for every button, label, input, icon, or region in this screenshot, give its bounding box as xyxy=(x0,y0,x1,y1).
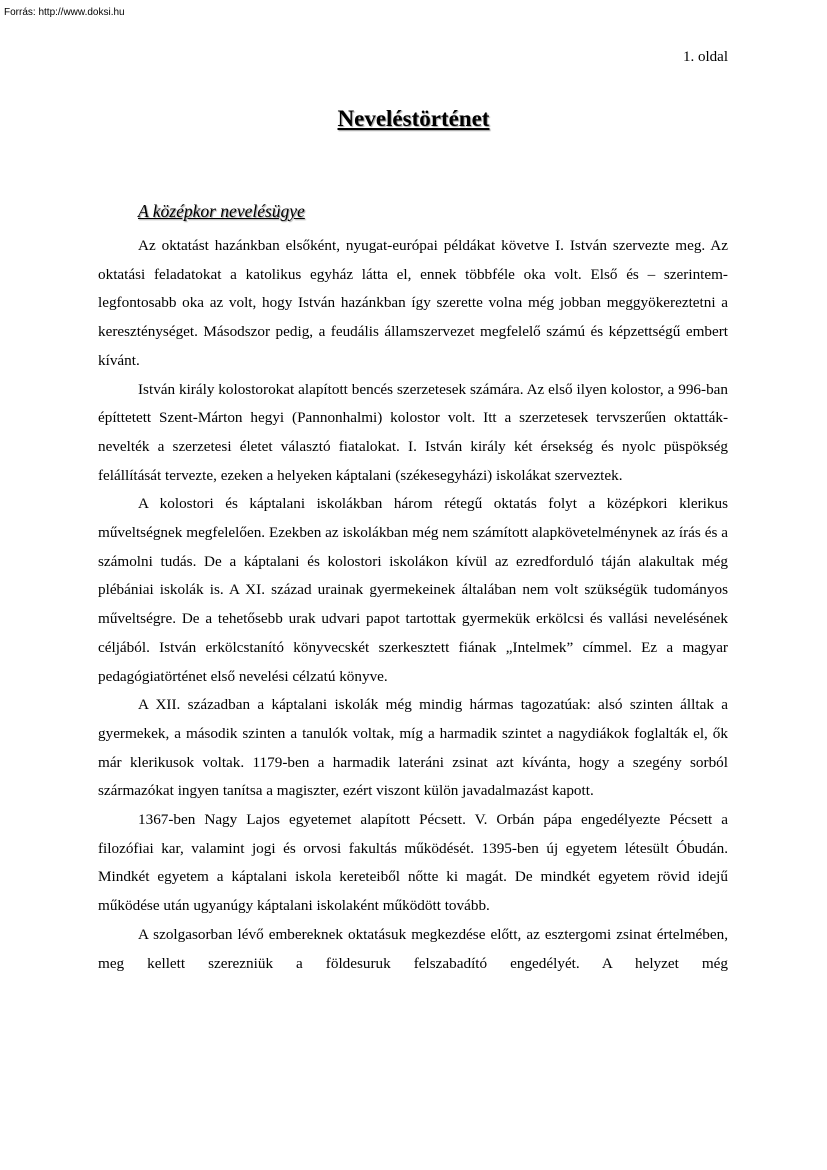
document-title: Neveléstörténet xyxy=(337,106,490,131)
paragraph: A XII. században a káptalani iskolák még mindig hármas tagozatúak: alsó szinten álltak a gyermekek, a második szinten a tanulók voltak, míg a harmadik szintet a nagydiákok foglalták el, ők már klerikusok voltak. 1179-ben a harmadik lateráni zsinat azt kívánta, hogy a szegény sorból származókat ingyen tanítsa a magiszter, ezért viszont külön javadalmazást kapott. xyxy=(98,696,728,800)
paragraph: Az oktatást hazánkban elsőként, nyugat-európai példákat követve I. István szervezte meg. Az oktatási feladatokat a katolikus egyház látta el, ennek többféle oka volt. Első és – szerintem- legfontosabb oka az volt, hogy István hazánkban így szerette volna még jobban meggyökereztetni a kereszténységet. Másodszor pedig, a feudális államszervezet megfelelő számú és képzettségű embert kívánt. xyxy=(98,237,728,369)
paragraph: 1367-ben Nagy Lajos egyetemet alapított Pécsett. V. Orbán pápa engedélyezte Pécsett a filozófiai kar, valamint jogi és orvosi fakultás működését. 1395-ben új egyetem létesült Óbudán. Mindkét egyetem a káptalani iskola kereteiből nőtte ki magát. De mindkét egyetem rövid idejű működése után ugyanúgy káptalani iskolaként működött tovább. xyxy=(98,811,728,915)
paragraph: István király kolostorokat alapított bencés szerzetesek számára. Az első ilyen kolostor, a 996-ban építtetett Szent-Márton hegyi (Pannonhalmi) kolostor volt. Itt a szerzetesek tervszerűen oktatták-nevelték a szerzetesi életet választó fiatalokat. I. István király két érsekség és nyolc püspökség felállítását tervezte, ezeken a helyeken káptalani (székesegyházi) iskolákat szerveztek. xyxy=(98,380,728,484)
source-note: Forrás: http://www.doksi.hu xyxy=(4,7,125,18)
paragraph: A szolgasorban lévő embereknek oktatásuk megkezdése előtt, az esztergomi zsinat értelmében, meg kellett szerezniük a földesuruk felszabadító engedélyét. A helyzet még xyxy=(98,925,728,972)
document-body xyxy=(98,232,728,978)
page-number: 1. oldal xyxy=(683,49,728,65)
paragraph: A kolostori és káptalani iskolákban három rétegű oktatás folyt a középkori klerikus műveltségnek megfelelően. Ezekben az iskolákban még nem számított alapkövetelménynek az írás és a számolni tudás. De a káptalani és kolostori iskolákon kívül az ezredforduló táján alakultak még plébániai iskolák is. A XI. század urainak gyermekeinek általában nem volt szükségük tudományos műveltségre. De a tehetősebb urak udvari papot tartottak gyermekük erkölcsi és vallási nevelésének céljából. István erkölcstanító könyvecskét szerkesztett fiának „Intelmek” címmel. Ez a magyar pedagógiatörténet első nevelési célzatú könyve. xyxy=(98,495,728,685)
section-title: A középkor nevelésügye xyxy=(138,201,305,221)
